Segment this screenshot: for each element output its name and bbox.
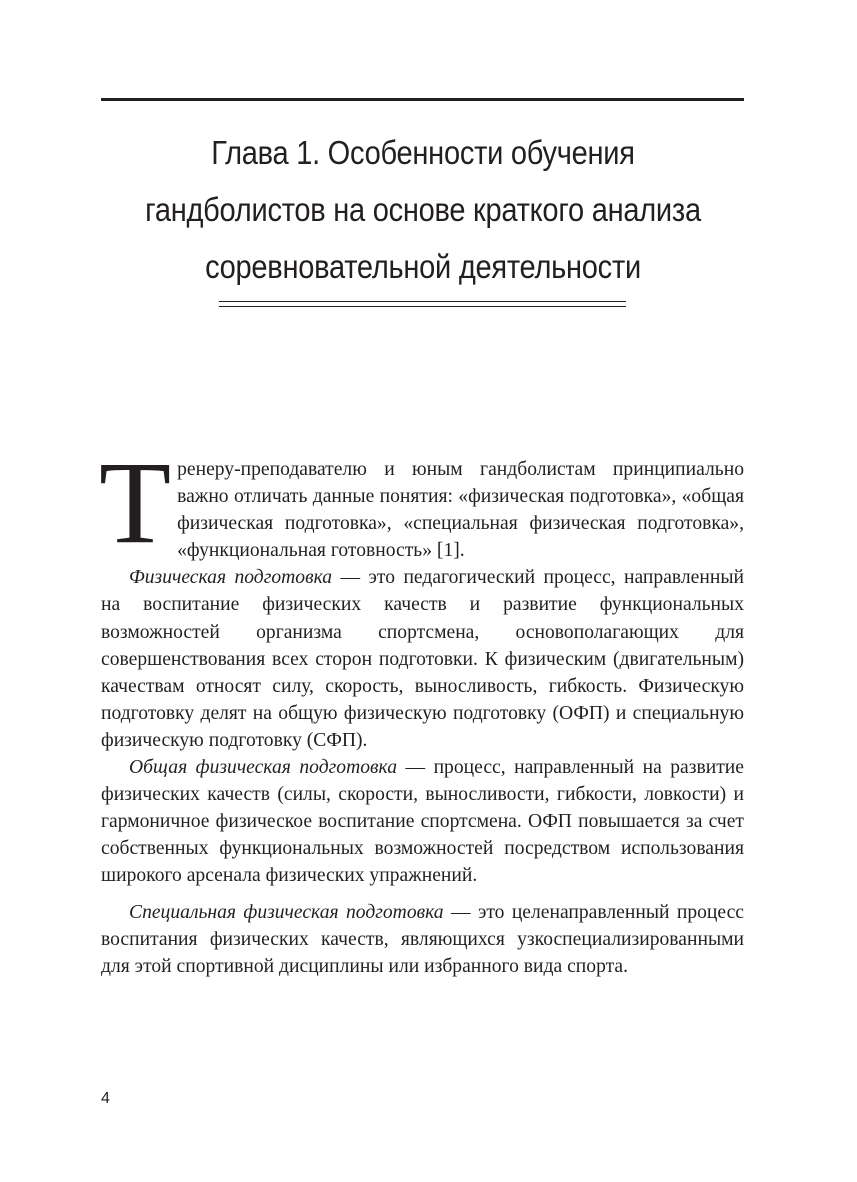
top-rule xyxy=(101,98,744,101)
chapter-title xyxy=(121,124,725,295)
paragraph-special-training-text: — это целенаправленный процесс воспитания физических качеств, являющихся узкоспециализированными для этой спортивной дисциплины или избранного вида спорта. xyxy=(101,901,744,977)
paragraph-intro xyxy=(99,437,744,568)
drop-cap: Т xyxy=(99,437,172,568)
term-physical-training: Физическая подготовка xyxy=(129,567,333,589)
term-general-training: Общая физическая подготовка xyxy=(129,757,397,779)
chapter-title-line-1: Глава 1. Особенности обучения xyxy=(211,134,635,171)
title-double-rule xyxy=(219,301,626,307)
paragraph-intro-text: ренеру-преподавателю и юным гандболистам принципиально важно отличать данные понятия: «физическая подготовка», «общая физическая подготовка», «специальная физическая подготовка», «функциональная готовность» [1]. xyxy=(177,459,744,562)
body-text xyxy=(99,437,744,980)
paragraph-special-training xyxy=(101,899,744,980)
paragraph-physical-training-text: — это педагогический процесс, направленный на воспитание физических качеств и развитие функциональных возможностей организма спортсмена, основополагающих для совершенствования всех сторон подготовки. К физическим (двигательным) качествам относят силу, скорость, выносливость, гибкость. Физическую подготовку делят на общую физическую подготовку (ОФП) и специальную физическую подготовку (СФП). xyxy=(101,567,744,751)
page-number: 4 xyxy=(101,1090,110,1107)
paragraph-general-training xyxy=(101,754,744,889)
paragraph-general-training-text: — процесс, направленный на развитие физических качеств (силы, скорости, выносливости, гибкости, ловкости) и гармоничное физическое воспитание спортсмена. ОФП повышается за счет собственных функциональных возможностей посредством использования широкого арсенала физических упражнений. xyxy=(101,757,744,887)
chapter-title-line-2: гандболистов на основе краткого анализа xyxy=(145,191,701,228)
chapter-title-line-3: соревновательной деятельности xyxy=(205,248,641,285)
paragraph-physical-training xyxy=(101,564,744,754)
term-special-training: Специальная физическая подготовка xyxy=(129,901,444,923)
